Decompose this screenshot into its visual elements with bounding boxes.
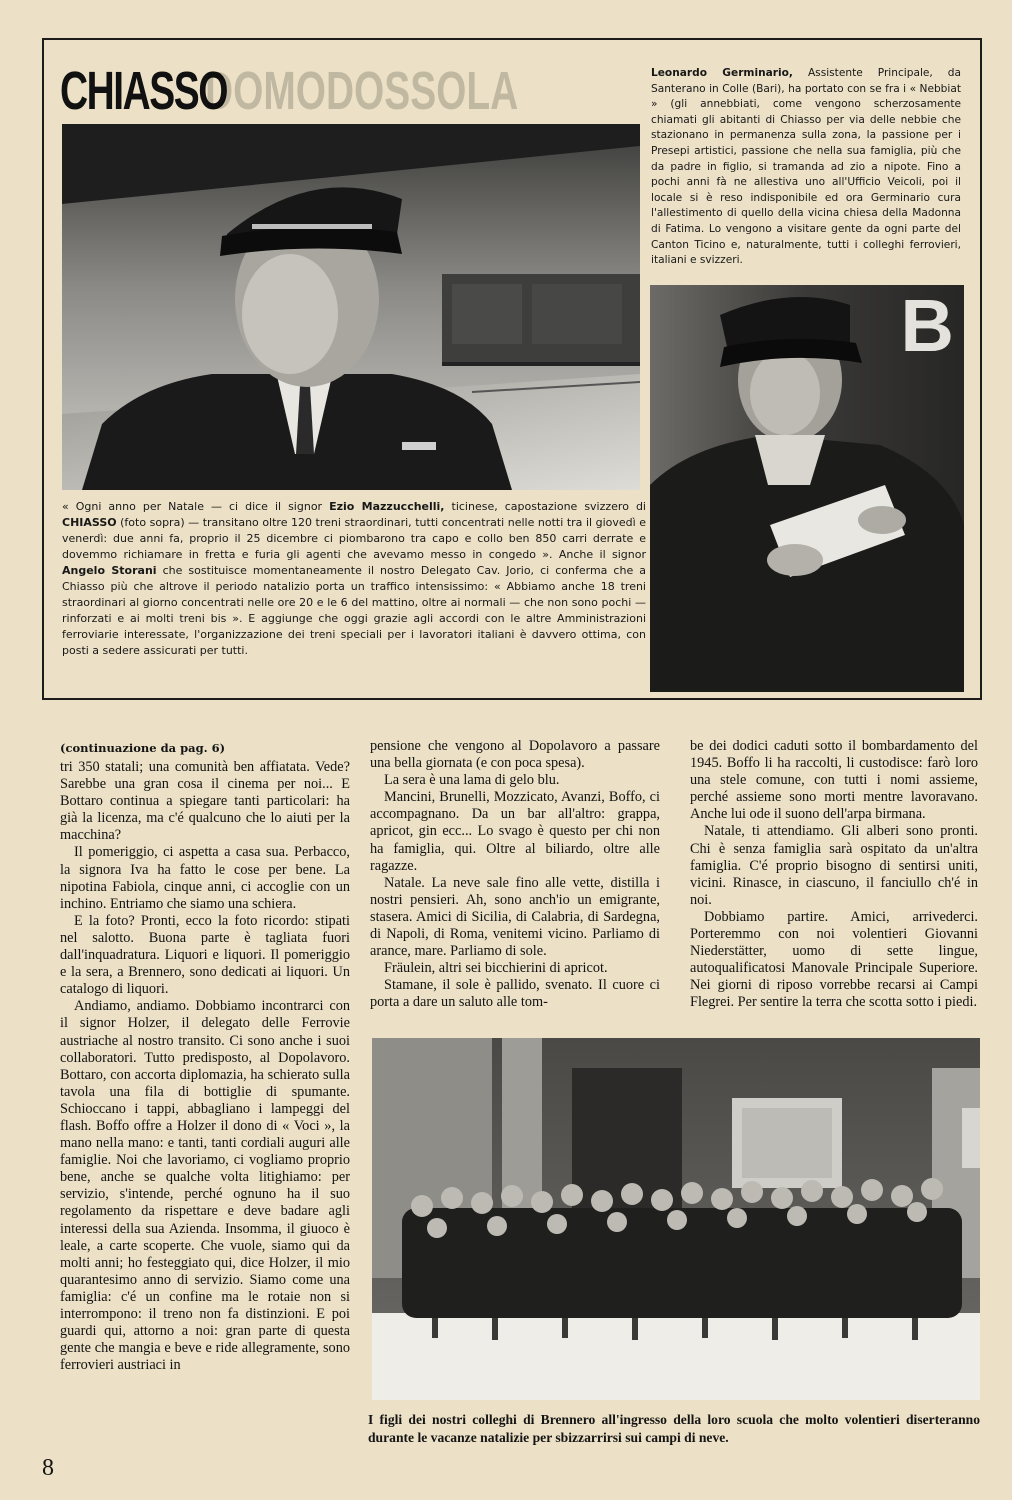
germinario-name: Leonardo Germinario, <box>651 67 793 79</box>
paragraph: Natale, ti attendiamo. Gli alberi sono pronti. Chi è senza famiglia sarà ospitato da un'altra famiglia. C'é proprio bisogno di sentirsi uniti, vicini. Rinasce, in ciascuno, il fanciullo ch'é in noi. <box>690 823 978 908</box>
continuation-note: (continuazione da pag. 6) <box>60 741 226 755</box>
paragraph: La sera è una lama di gelo blu. <box>384 772 560 789</box>
page-number: 8 <box>42 1455 54 1481</box>
article-column-3 <box>690 738 978 1012</box>
caption-text: che sostituisce momentaneamente il nostro Delegato Cav. Jorio, ci conferma che a Chiasso più che altrove il periodo natalizio porta un traffico intensissimo: « Abbiamo anche 18 treni straordinari al giorno concentrati nelle ore 20 e le 6 del mattino, oltre ai normali — che non sono pochi — rinforzati e ai molti treni bis ». E aggiunge che oggi grazie agli accordi con le altre Amministrazioni ferroviarie interessate, l'organizzazione dei treni speciali per i lavoratori italiani è davvero ottima, con posti a sedere assicurati per tutti. <box>62 564 646 657</box>
headline: CHIASSO <box>60 61 228 121</box>
germinario-text: Assistente Principale, da Santerano in Colle (Bari), ha portato con se fra i « Nebbiat » (gli annebbiati, come vengono scherzosamente chiamati gli abitanti di Chiasso per via delle nebbie che stazionano in permanenza sulla zona, la passione per i Presepi artistici, passione che nella sua famiglia, più che da padre in figlio, si tramanda ad zio a nipote. Fino a pochi anni fà ne allestiva uno all'Ufficio Veicoli, poi il locale si è reso indisponibile ed ora Germinario cura l'allestimento di quello della vicina chiesa della Madonna di Fatima. Lo vengono a visitare gente da ogni parte del Canton Ticino e, naturalmente, tutti i colleghi ferrovieri, italiani e svizzeri. <box>651 67 961 267</box>
paragraph: Stamane, il sole è pallido, svenato. Il cuore ci porta a dare un saluto alle tom- <box>370 977 660 1011</box>
article-column-2 <box>370 738 660 1012</box>
paragraph: pensione che vengono al Dopolavoro a passare una bella giornata (e con poca spesa). <box>370 738 660 772</box>
caption-text: « Ogni anno per Natale — ci dice il signor <box>62 500 330 513</box>
paragraph: Andiamo, andiamo. Dobbiamo incontrarci con il signor Holzer, il delegato delle Ferrovie austriache al nostro transito. Ci sono anche i suoi collaboratori. Tutto predisposto, al Dopolavoro. Bottaro, con accorta diplomazia, ha schierato sulla tavola una fila di bottiglie di spumante. Schioccano i tappi, abbagliano i lampeggi del flash. Boffo offre a Holzer il dono di « Voci », la mano nella mano: e tanti, tanti cordiali auguri alle famiglie. Noi che lavoriamo, ci vogliamo proprio bene, anche se qualche volta litighiamo: per servizio, s'intende, perché ognuno ha il suo regolamento da rispettare e deve badare agli interessi della sua Azienda. Insomma, il giuoco è leale, a carte scoperte. Che vuole, siamo qui da molti anni; ho festeggiato qui, dice Holzer, il mio quarantesimo anno di servizio. Siamo come una famiglia: c'é un confine ma le rotaie non si interrompono: il treno non fa distinzioni. E poi guardi qui, attorno a noi: gran parte di questa gente che mangia e beve e ride allegramente, sono ferrovieri austriaci in <box>60 998 350 1374</box>
caption-text: (foto sopra) — transitano oltre 120 treni straordinari, tutti concentrati nelle notti tra il giovedì e venerdì: due anni fa, proprio il 25 dicembre ci piombarono tra capo e collo ben 850 carri derrate e dovemmo richiamare in fretta e furia gli agenti che avevamo messo in congedo ». Anche il signor <box>62 516 646 561</box>
caption-name: Angelo Storani <box>62 564 157 577</box>
caption-text: ticinese, capostazione svizzero di <box>444 500 646 513</box>
paragraph: be dei dodici caduti sotto il bombardamento del 1945. Boffo li ha raccolti, li custodisce: farò loro una stele comune, con tutti i nomi assieme, perché assieme sono morti mentre lavoravano. Anche lui ode il suono dell'arpa birmana. <box>690 738 978 823</box>
paragraph: Natale. La neve sale fino alle vette, distilla i nostri pensieri. Ah, sono anch'io un emigrante, stasera. Amici di Sicilia, di Calabria, di Sardegna, di Napoli, di Roma, venitemi vicino. Parliamo di arance, mare. Parliamo di sole. <box>370 874 660 960</box>
photo-caption: I figli dei nostri colleghi di Brennero all'ingresso della loro scuola che molto volentieri diserteranno durante le vacanze natalizie per sbizzarrirsi sui campi di neve. <box>368 1412 980 1445</box>
sign-letter: B <box>900 285 954 367</box>
paragraph: E la foto? Pronti, ecco la foto ricordo: stipati nel salotto. Buona parte è tagliata fuori dall'inquadratura. Liquori e liquori. Il pomeriggio e la sera, a Brennero, sono dedicati ai liquori. Un catalogo di liquori. <box>60 912 350 998</box>
paragraph: Il pomeriggio, ci aspetta a casa sua. Perbacco, la signora Iva ha fatto le cose per bene. La nipotina Fabiola, cinque anni, ci accoglie con un inchino. Entriamo che siamo una schiera. <box>60 844 350 912</box>
paragraph: Dobbiamo partire. Amici, arrivederci. Porteremmo con noi volentieri Giovanni Niederstätter, uomo di sette lingue, autoqualificatosi Manovale Principale Superiore. Nei giorni di riposo vorrebbe recarsi ai Campi Flegrei. Per sentire la terra che scotta sotto i piedi. <box>690 908 978 1011</box>
paragraph: Mancini, Brunelli, Mozzicato, Avanzi, Boffo, ci accompagnano. Da un bar all'altro: grappa, apricot, gin ecc... Lo svago è questo per chi non ha famiglia, qui. Oltre al biliardo, oltre alle ragazze. <box>370 789 660 874</box>
caption-name: CHIASSO <box>62 516 117 529</box>
germinario-caption <box>651 66 961 269</box>
photo-school-children <box>372 1038 980 1400</box>
caption-name: Ezio Mazzucchelli, <box>329 500 445 513</box>
paragraph: Fräulein, altri sei bicchierini di apricot. <box>384 960 608 977</box>
photo-mazzucchelli <box>62 124 640 490</box>
mazzucchelli-caption <box>62 499 646 659</box>
article-column-1 <box>60 759 350 1374</box>
photo-germinario <box>650 285 964 692</box>
headline-ghost: DOMODOSSOLA <box>205 61 519 121</box>
paragraph: tri 350 statali; una comunità ben affiatata. Vede? Sarebbe una gran cosa il cinema per noi... E Bottaro continua a spiegare tanti particolari: ha già la licenza, ma c'é qualcuno che lo aiuti per la macchina? <box>60 759 350 844</box>
